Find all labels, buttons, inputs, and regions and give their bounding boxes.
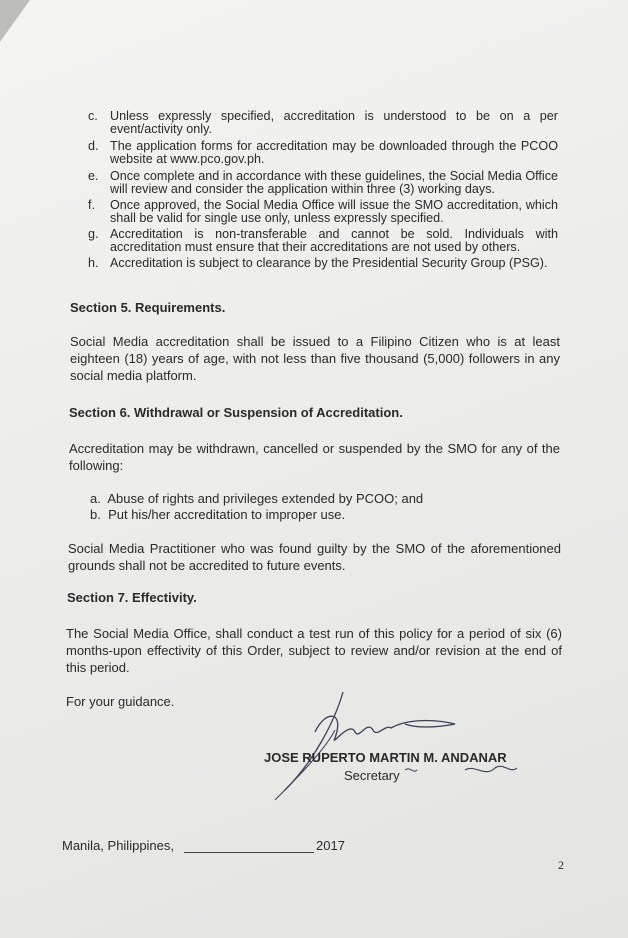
section-5-body: Social Media accreditation shall be issued to a Filipino Citizen who is at least eighteen (18) years of age, with not less than five thousand (5,000) followers in any social media platform. [70, 334, 560, 383]
signatory-title: Secretary [344, 768, 400, 783]
list-text: Accreditation is subject to clearance by the Presidential Security Group (PSG). [110, 256, 548, 270]
list-text: Unless expressly specified, accreditation is understood to be on a per event/activity only. [110, 109, 558, 136]
signatory-name: JOSE RUPERTO MARTIN M. ANDANAR [264, 750, 507, 765]
section-6-item-b [90, 507, 345, 523]
list-text: Once approved, the Social Media Office will issue the SMO accreditation, which shall be valid for single use only, unless expressly specified. [110, 198, 558, 225]
list-text: Accreditation is non-transferable and cannot be sold. Individuals with accreditation must ensure that their accreditations are not used by others. [110, 227, 558, 254]
year-text: 2017 [316, 838, 345, 853]
list-text: Abuse of rights and privileges extended by PCOO; and [107, 491, 424, 506]
section-6-intro: Accreditation may be withdrawn, cancelled or suspended by the SMO for any of the following: [69, 441, 560, 473]
signature-scribble [255, 690, 525, 800]
section-7-body: The Social Media Office, shall conduct a test run of this policy for a period of six (6) months-upon effectivity of this Order, subject to review and/or revision at the end of this period. [66, 626, 562, 675]
place-text: Manila, Philippines, [62, 838, 175, 853]
date-blank-line [184, 852, 314, 853]
list-marker: b. [90, 507, 101, 522]
list-marker: g. [88, 227, 99, 241]
guidance-text: For your guidance. [66, 694, 175, 709]
section-7-heading: Section 7. Effectivity. [67, 590, 197, 605]
page-number: 2 [558, 858, 564, 872]
list-text: Put his/her accreditation to improper use. [108, 507, 346, 522]
section-5-heading: Section 5. Requirements. [70, 300, 226, 315]
list-text: Once complete and in accordance with these guidelines, the Social Media Office will review and consider the application within three (3) working days. [110, 169, 558, 196]
list-text: The application forms for accreditation may be downloaded through the PCOO website at www.pco.gov.ph. [110, 139, 558, 166]
section-6-heading: Section 6. Withdrawal or Suspension of Accreditation. [69, 405, 403, 420]
list-marker: f. [88, 198, 95, 212]
page-corner-shadow [0, 0, 30, 42]
list-marker: c. [88, 109, 98, 123]
list-marker: a. [90, 491, 101, 506]
section-6-item-a [90, 491, 423, 507]
list-marker: e. [88, 169, 99, 183]
section-6-closing: Social Media Practitioner who was found guilty by the SMO of the aforementioned grounds shall not be accredited to future events. [68, 541, 561, 573]
list-marker: d. [88, 139, 99, 153]
list-marker: h. [88, 256, 99, 270]
